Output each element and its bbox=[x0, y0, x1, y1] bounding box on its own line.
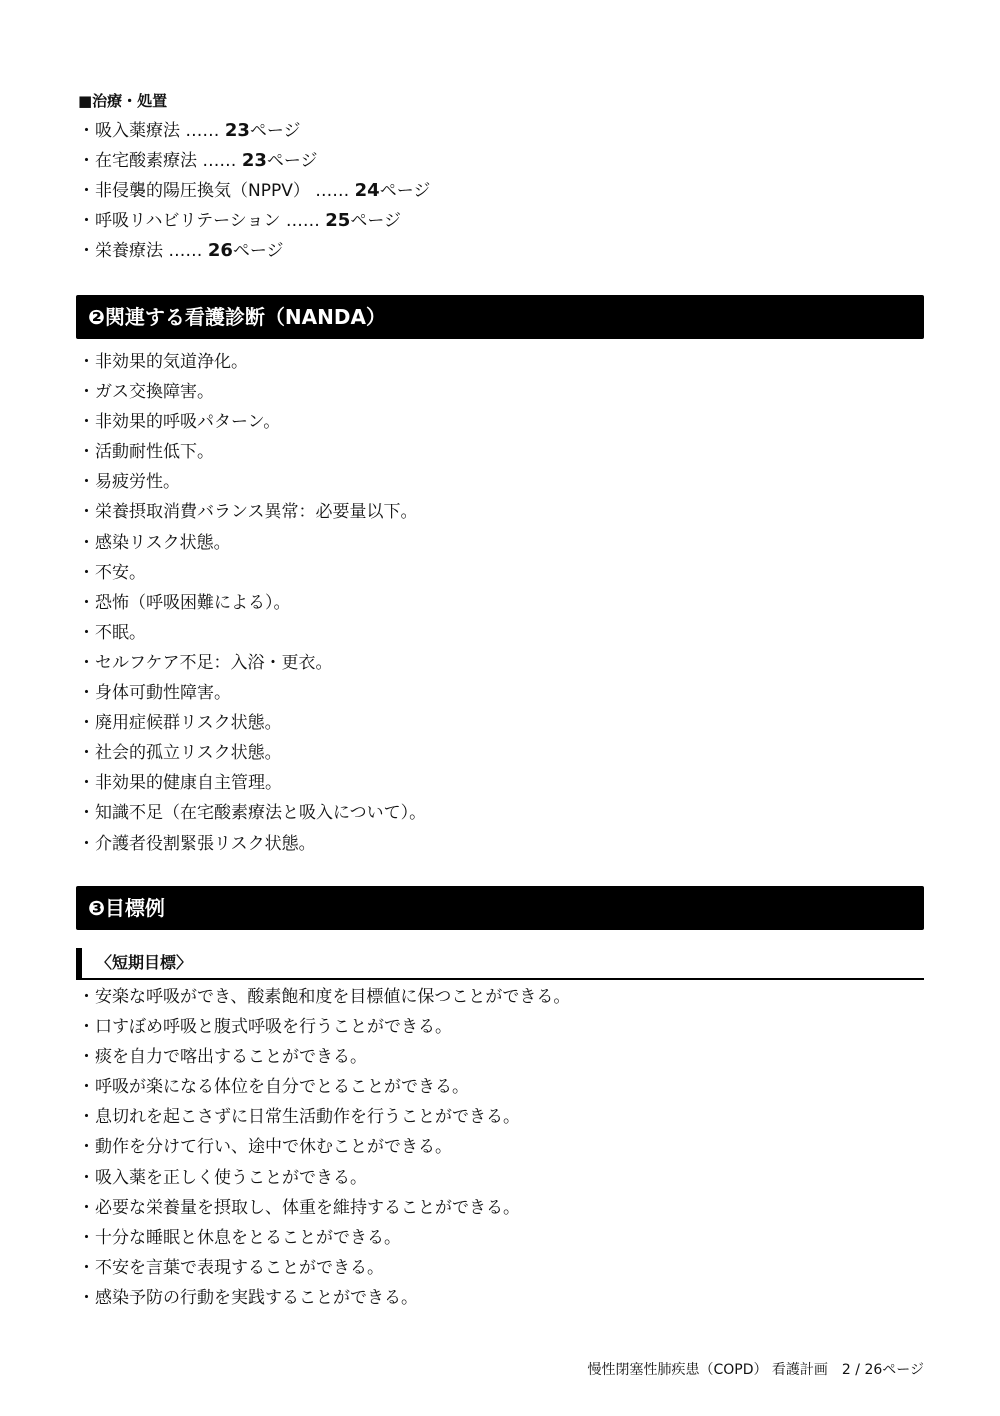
page-number: 26 bbox=[207, 240, 233, 262]
list-item: ・非効果的気道浄化。 bbox=[78, 352, 248, 372]
list-item: ・呼吸リハビリテーション …… 25ページ bbox=[78, 210, 402, 232]
treatment-list bbox=[78, 116, 430, 266]
list-item: ・安楽な呼吸ができ、酸素飽和度を目標値に保つことができる。 bbox=[78, 987, 571, 1007]
short-term-goals-heading: 〈短期目標〉 bbox=[76, 948, 924, 980]
page-number: 25 bbox=[325, 210, 351, 232]
list-item: ・身体可動性障害。 bbox=[78, 683, 231, 704]
page-number: 23 bbox=[241, 150, 267, 172]
list-item: ・感染予防の行動を実践することができる。 bbox=[78, 1287, 418, 1308]
list-item: ・口すぼめ呼吸と腹式呼吸を行うことができる。 bbox=[78, 1017, 452, 1038]
page-footer: 慢性閉塞性肺疾患（COPD） 看護計画 2 / 26ページ bbox=[587, 1362, 924, 1378]
page-number: 23 bbox=[224, 120, 250, 141]
list-item: ・知識不足（在宅酸素療法と吸入について）。 bbox=[78, 803, 427, 824]
section-heading-goals: ❸目標例 bbox=[76, 886, 924, 930]
list-item: ・易疲労性。 bbox=[78, 472, 180, 493]
list-item: ・栄養摂取消費バランス異常：必要量以下。 bbox=[78, 502, 418, 523]
list-item: ・非侵襲的陽圧換気（NPPV） …… 24ページ bbox=[78, 180, 431, 202]
list-item: ・感染リスク状態。 bbox=[78, 532, 231, 553]
list-item: ・動作を分けて行い、途中で休むことができる。 bbox=[78, 1137, 452, 1158]
treatment-heading: ■治療・処置 bbox=[78, 92, 168, 110]
list-item: ・栄養療法 …… 26ページ bbox=[78, 240, 284, 262]
list-item: ・ガス交換障害。 bbox=[78, 382, 214, 403]
list-item: ・不安。 bbox=[78, 562, 146, 583]
list-item: ・恐怖（呼吸困難による）。 bbox=[78, 592, 291, 613]
list-item: ・必要な栄養量を摂取し、体重を維持することができる。 bbox=[78, 1197, 520, 1218]
list-item: ・活動耐性低下。 bbox=[78, 442, 214, 463]
list-item: ・痰を自力で喀出することができる。 bbox=[78, 1047, 367, 1068]
list-item: ・吸入薬を正しく使うことができる。 bbox=[78, 1167, 367, 1188]
list-item: ・十分な睡眠と休息をとることができる。 bbox=[78, 1227, 401, 1248]
list-item: ・廃用症候群リスク状態。 bbox=[78, 713, 282, 734]
list-item: ・セルフケア不足：入浴・更衣。 bbox=[78, 652, 333, 673]
list-item: ・不安を言葉で表現することができる。 bbox=[78, 1257, 384, 1278]
list-item: ・社会的孤立リスク状態。 bbox=[78, 743, 282, 764]
list-item: ・非効果的呼吸パターン。 bbox=[78, 412, 281, 433]
page-number: 24 bbox=[354, 180, 380, 202]
goals-list bbox=[78, 982, 570, 1313]
list-item: ・介護者役割緊張リスク状態。 bbox=[78, 833, 316, 854]
section-heading-diagnosis: ❷関連する看護診断（NANDA） bbox=[76, 295, 924, 339]
list-item: ・不眠。 bbox=[78, 622, 146, 643]
list-item: ・吸入薬療法 …… 23ページ bbox=[78, 120, 301, 141]
list-item: ・呼吸が楽になる体位を自分でとることができる。 bbox=[78, 1077, 469, 1098]
list-item: ・息切れを起こさずに日常生活動作を行うことができる。 bbox=[78, 1107, 520, 1128]
list-item: ・非効果的健康自主管理。 bbox=[78, 773, 282, 794]
diagnosis-list bbox=[78, 347, 426, 859]
list-item: ・在宅酸素療法 …… 23ページ bbox=[78, 150, 318, 172]
